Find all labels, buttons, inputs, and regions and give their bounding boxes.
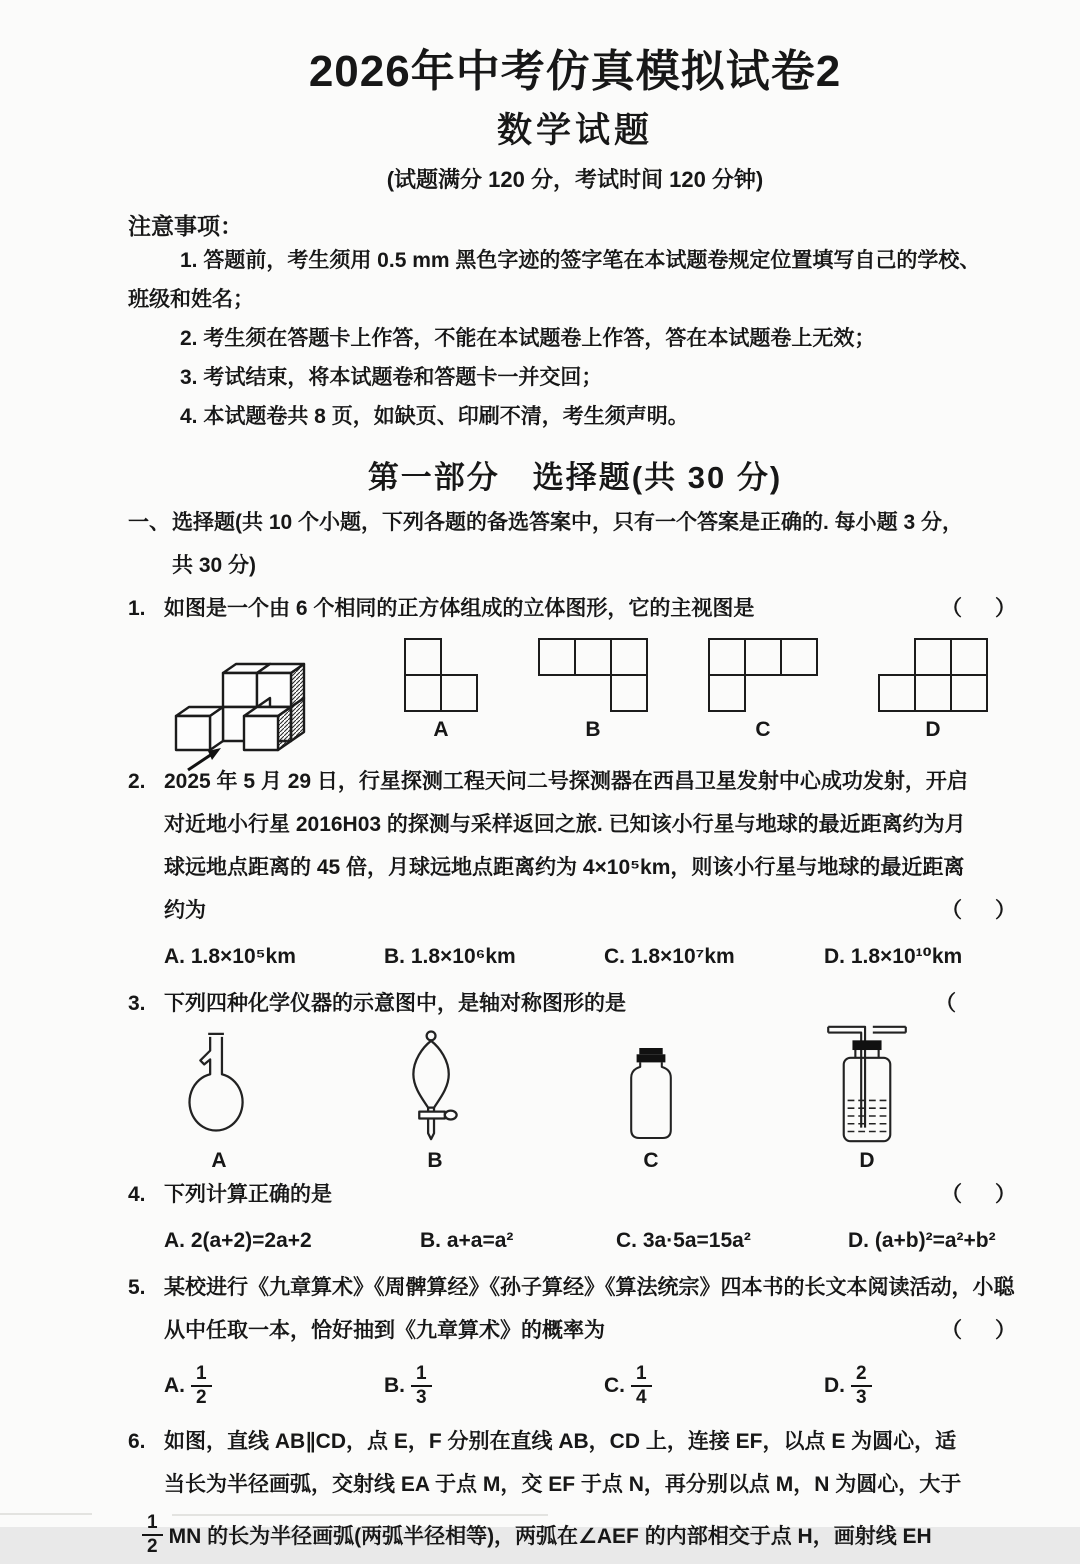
exam-subject-title: 数学试题 bbox=[496, 110, 653, 150]
front-view-option-c bbox=[708, 638, 818, 742]
chem-d-label: D bbox=[859, 1148, 875, 1172]
choice-section-intro bbox=[128, 501, 1022, 544]
front-view-option-d bbox=[878, 638, 988, 742]
q4-option-c: C. 3a·5a=15a² bbox=[616, 1228, 751, 1252]
question-1-figures bbox=[128, 632, 1022, 760]
chem-option-d bbox=[792, 1019, 942, 1173]
option-c-label: C bbox=[755, 717, 771, 741]
question-5 bbox=[128, 1266, 1022, 1309]
question-3-text: 下列四种化学仪器的示意图中，是轴对称图形的是 bbox=[164, 991, 626, 1015]
scan-artifact-line bbox=[0, 1513, 92, 1515]
question-1-answer-parentheses: （ ） bbox=[941, 596, 1022, 620]
chem-option-c bbox=[576, 1039, 726, 1173]
notice-item-2: 2. 考生须在答题卡上作答，不能在本试题卷上作答，答在本试题卷上无效； bbox=[180, 326, 876, 350]
q4-option-d: D. (a+b)²=a²+b² bbox=[848, 1228, 996, 1252]
question-3-figures bbox=[128, 1025, 1022, 1173]
question-1 bbox=[128, 587, 1022, 630]
intro-number: 一、 bbox=[128, 510, 170, 534]
option-a-grid bbox=[404, 638, 478, 712]
q4-option-a: A. 2(a+2)=2a+2 bbox=[164, 1228, 312, 1252]
q5-b-label: B. bbox=[384, 1373, 405, 1397]
question-3-answer-parentheses: （ bbox=[935, 991, 962, 1015]
notice-heading: 注意事项： bbox=[128, 212, 243, 239]
distilling-flask-figure bbox=[179, 1029, 259, 1147]
q2-option-d: D. 1.8×10¹⁰km bbox=[824, 944, 963, 968]
question-2-line2: 对近地小行星 2016H03 的探测与采样返回之旅. 已知该小行星与地球的最近距离约为月 bbox=[164, 812, 966, 836]
q5-b-fraction: $\frac{1}{3}$ bbox=[411, 1363, 432, 1409]
q2-option-b: B. 1.8×10⁶km bbox=[384, 944, 516, 968]
q5-d-label: D. bbox=[824, 1373, 845, 1397]
intro-text-line2: 共 30 分) bbox=[172, 553, 257, 577]
q5-option-c bbox=[604, 1363, 824, 1409]
option-d-grid bbox=[878, 638, 988, 712]
reagent-bottle-figure bbox=[611, 1039, 691, 1147]
q4-option-b: B. a+a=a² bbox=[420, 1228, 514, 1252]
question-6-line3-text: MN 的长为半径画弧(两弧半径相等)，两弧在∠AEF 的内部相交于点 H，画射线 EH bbox=[168, 1524, 932, 1548]
q5-a-label: A. bbox=[164, 1373, 185, 1397]
page-title: 2026年中考仿真模拟试卷2 bbox=[308, 47, 842, 96]
section-title: 第一部分 选择题(共 30 分) bbox=[367, 459, 783, 495]
question-6-line1: 如图，直线 AB∥CD，点 E，F 分别在直线 AB，CD 上，连接 EF，以点 E 为圆心，适 bbox=[164, 1429, 957, 1453]
question-6-number: 6. bbox=[128, 1429, 146, 1453]
notice-item-3: 3. 考试结束，将本试题卷和答题卡一并交回； bbox=[180, 365, 603, 389]
question-2-line3: 球远地点距离的 45 倍，月球远地点距离约为 4×10⁵km，则该小行星与地球的最近距离 bbox=[164, 855, 965, 879]
question-2-answer-parentheses: （ ） bbox=[941, 898, 1022, 922]
notice-item-4: 4. 本试题卷共 8 页，如缺页、印刷不清，考生须声明。 bbox=[180, 404, 689, 428]
question-2 bbox=[128, 760, 1022, 803]
question-4-options bbox=[128, 1216, 1022, 1266]
notice-item-1: 1. 答题前，考生须用 0.5 mm 黑色字迹的签字笔在本试题卷规定位置填写自己的学校、 bbox=[180, 248, 981, 272]
scan-artifact-line bbox=[172, 1514, 548, 1516]
question-4-answer-parentheses: （ ） bbox=[941, 1182, 1022, 1206]
front-view-option-a bbox=[404, 638, 478, 742]
notice-item-1-wrap: 班级和姓名； bbox=[128, 287, 254, 311]
chem-b-label: B bbox=[427, 1148, 443, 1172]
question-5-answer-parentheses: （ ） bbox=[941, 1318, 1022, 1342]
chem-a-label: A bbox=[211, 1148, 227, 1172]
question-4-number: 4. bbox=[128, 1182, 146, 1206]
option-a-label: A bbox=[433, 717, 449, 741]
option-c-grid bbox=[708, 638, 818, 712]
chem-option-a bbox=[144, 1029, 294, 1173]
question-6 bbox=[128, 1420, 1022, 1463]
question-3-number: 3. bbox=[128, 991, 146, 1015]
question-5-number: 5. bbox=[128, 1275, 146, 1299]
option-b-grid bbox=[538, 638, 648, 712]
option-d-label: D bbox=[925, 717, 941, 741]
question-4 bbox=[128, 1173, 1022, 1216]
q5-c-label: C. bbox=[604, 1373, 625, 1397]
q5-option-d bbox=[824, 1363, 1044, 1409]
choice-section-intro-wrap bbox=[128, 544, 1022, 587]
question-2-options bbox=[128, 932, 1022, 982]
question-6-line2: 当长为半径画弧，交射线 EA 于点 M，交 EF 于点 N，再分别以点 M，N 为圆心，大于 bbox=[164, 1472, 962, 1496]
composite-cubes-figure bbox=[168, 632, 344, 774]
question-2-number: 2. bbox=[128, 769, 146, 793]
question-5-options bbox=[128, 1352, 1022, 1420]
question-5-line2: 从中任取一本，恰好抽到《九章算术》的概率为 bbox=[164, 1318, 605, 1342]
gas-washing-bottle-figure bbox=[819, 1019, 915, 1147]
q2-option-a: A. 1.8×10⁵km bbox=[164, 944, 296, 968]
q2-option-c: C. 1.8×10⁷km bbox=[604, 944, 735, 968]
question-1-number: 1. bbox=[128, 596, 146, 620]
q6-half-fraction: $\frac{1}{2}$ bbox=[142, 1512, 163, 1558]
q5-a-fraction: $\frac{1}{2}$ bbox=[191, 1363, 212, 1409]
question-1-text: 如图是一个由 6 个相同的正方体组成的立体图形，它的主视图是 bbox=[164, 596, 755, 620]
front-view-option-b bbox=[538, 638, 648, 742]
q5-c-fraction: $\frac{1}{4}$ bbox=[631, 1363, 652, 1409]
chem-c-label: C bbox=[643, 1148, 659, 1172]
question-2-line1: 2025 年 5 月 29 日，行星探测工程天问二号探测器在西昌卫星发射中心成功发射，开启 bbox=[164, 769, 968, 793]
chem-option-b bbox=[360, 1029, 510, 1173]
q5-option-a bbox=[164, 1363, 384, 1409]
q5-option-b bbox=[384, 1363, 604, 1409]
question-5-line1: 某校进行《九章算术》《周髀算经》《孙子算经》《算法统宗》四本书的长文本阅读活动，小聪 bbox=[164, 1275, 1015, 1299]
q5-d-fraction: $\frac{2}{3}$ bbox=[851, 1363, 872, 1409]
option-b-label: B bbox=[585, 717, 601, 741]
question-4-text: 下列计算正确的是 bbox=[164, 1182, 332, 1206]
question-2-line4: 约为 bbox=[164, 898, 206, 922]
exam-meta-line: (试题满分 120 分，考试时间 120 分钟) bbox=[386, 166, 764, 192]
separating-funnel-figure bbox=[395, 1029, 475, 1147]
intro-text-line1: 选择题(共 10 个小题，下列各题的备选答案中，只有一个答案是正确的. 每小题 3 分， bbox=[172, 510, 964, 534]
